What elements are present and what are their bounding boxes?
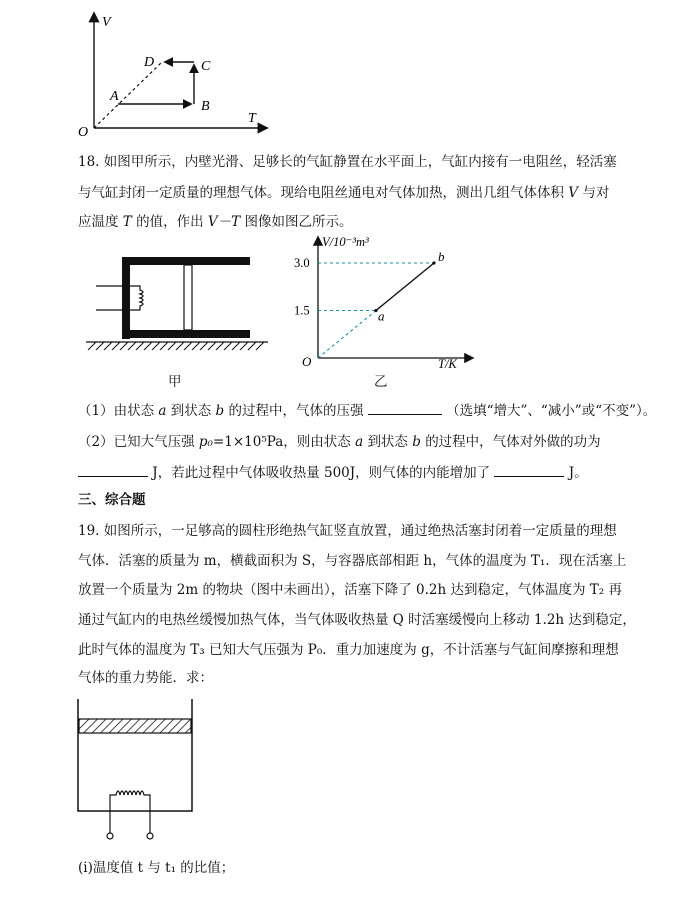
cylinder-bottom-wall <box>122 330 250 338</box>
q18-sub2-state-a: a <box>355 434 364 450</box>
q18-line3-c: 图像如图乙所示。 <box>244 214 353 230</box>
q18-sub1 <box>78 400 656 421</box>
q18-sub1-a: （1）由状态 <box>78 403 155 419</box>
q18-sub2 <box>78 432 601 452</box>
y-tick-label-1: 3.0 <box>294 256 310 270</box>
point-b <box>432 261 435 264</box>
cylinder-top-wall <box>122 257 250 265</box>
point-label-a: a <box>378 308 385 324</box>
q19-line4: 通过气缸内的电热丝缓慢加热气体，当气体吸收热量 Q 时活塞缓慢向上移动 1.2h 达到稳定， <box>78 612 636 628</box>
section3-title: 三、综合题 <box>78 492 146 508</box>
point-b-label: B <box>201 99 210 114</box>
y-tick-label-0: 1.5 <box>294 303 310 318</box>
q18-sub2-p0: p₀ <box>198 434 213 450</box>
q18-sub2-d: 的过程中，气体对外做的功为 <box>425 434 601 450</box>
heating-coil-q19 <box>110 791 150 811</box>
q18-sub1-c: 的过程中，气体的压强 <box>228 403 364 419</box>
q18-line2-v: V <box>568 185 579 201</box>
q19-sub1: (i)温度值 t 与 t₁ 的比值； <box>78 860 235 876</box>
q18-sub1-blank[interactable] <box>368 400 442 415</box>
cylinder-walls <box>78 699 192 811</box>
point-label-b: b <box>438 249 445 264</box>
vt-diagram-top <box>70 8 280 143</box>
terminal-left <box>107 833 113 839</box>
cylinder-left-wall <box>122 257 130 339</box>
terminal-right <box>147 833 153 839</box>
q18-line2-tail: 与对 <box>582 185 610 201</box>
dashed-od <box>94 62 162 128</box>
q18-sub2-line2 <box>78 462 588 483</box>
figure-yi-chart <box>290 232 480 372</box>
q18-line1: 18. 如图甲所示，内壁光滑、足够长的气缸静置在水平面上，气缸内接有一电阻丝，轻活塞 <box>78 154 617 170</box>
piston <box>184 265 192 330</box>
q19-line3: 放置一个质量为 2m 的物块（图中未画出），活塞下降了 0.2h 达到稳定，气体温度为 T₂ 再 <box>78 582 622 598</box>
q18-sub2-blank-energy[interactable] <box>494 462 564 477</box>
axis-v-label: V <box>102 15 111 30</box>
q19-line1: 19. 如图所示，一足够高的圆柱形绝热气缸竖直放置，通过绝热活塞封闭着一定质量的理想 <box>78 523 617 539</box>
figure-q19-cylinder <box>70 695 200 845</box>
q19-line6: 气体的重力势能．求： <box>78 670 213 686</box>
q18-line2 <box>78 183 609 203</box>
q18-line3-b: 的值，作出 <box>136 214 204 230</box>
point-d-label: D <box>144 55 155 70</box>
q18-sub2-line2-a: J，若此过程中气体吸收热量 500J，则气体的内能增加了 <box>152 465 491 481</box>
ground-hatching <box>88 342 264 350</box>
chart-y-label: V/10⁻³m³ <box>322 235 369 249</box>
q18-sub1-state-b: b <box>215 403 225 419</box>
origin-label: O <box>78 125 89 140</box>
point-a-label: A <box>110 89 119 104</box>
q18-sub2-state-b: b <box>412 434 421 450</box>
fig-yi-caption: 乙 <box>374 374 388 390</box>
series-line-ab <box>376 263 434 311</box>
chart-marks <box>294 249 445 358</box>
q18-line3-a: 应温度 <box>78 214 119 230</box>
point-c-label: C <box>201 59 211 74</box>
q19-line2: 气体．活塞的质量为 m，横截面积为 S，与容器底部相距 h，气体的温度为 T₁．现在活塞上 <box>78 553 627 569</box>
axis-t-label: T <box>248 111 256 126</box>
q18-sub1-b: 到状态 <box>170 403 212 419</box>
q18-sub1-d: （选填“增大”、“减小”或“不变”）。 <box>446 403 657 419</box>
q18-sub2-c: 到状态 <box>367 434 408 450</box>
chart-origin-label: O <box>302 354 312 369</box>
q18-line3-t: T <box>122 214 132 230</box>
origin-extension-line <box>318 311 376 359</box>
figure-jia-cylinder <box>82 250 272 355</box>
q18-sub2-b: =1×10⁵Pa，则由状态 <box>212 434 351 450</box>
q18-sub2-blank-work[interactable] <box>78 462 148 477</box>
q18-sub1-state-a: a <box>158 403 167 419</box>
fig-jia-caption: 甲 <box>168 374 182 390</box>
q18-line3-vt: V－T <box>207 214 241 230</box>
q19-line5: 此时气体的温度为 T₃ 已知大气压强为 P₀．重力加速度为 g，不计活塞与气缸间摩擦和理想 <box>78 642 619 658</box>
q18-line2-text: 与气缸封闭一定质量的理想气体。现给电阻丝通电对气体加热，测出几组气体体积 <box>78 185 564 201</box>
piston-hatched <box>79 719 191 733</box>
q18-sub2-a: （2）已知大气压强 <box>78 434 195 450</box>
heating-coil <box>130 286 143 310</box>
chart-x-label: T/K <box>438 357 457 371</box>
q18-sub2-line2-b: J。 <box>568 465 588 481</box>
q18-line3 <box>78 212 352 232</box>
